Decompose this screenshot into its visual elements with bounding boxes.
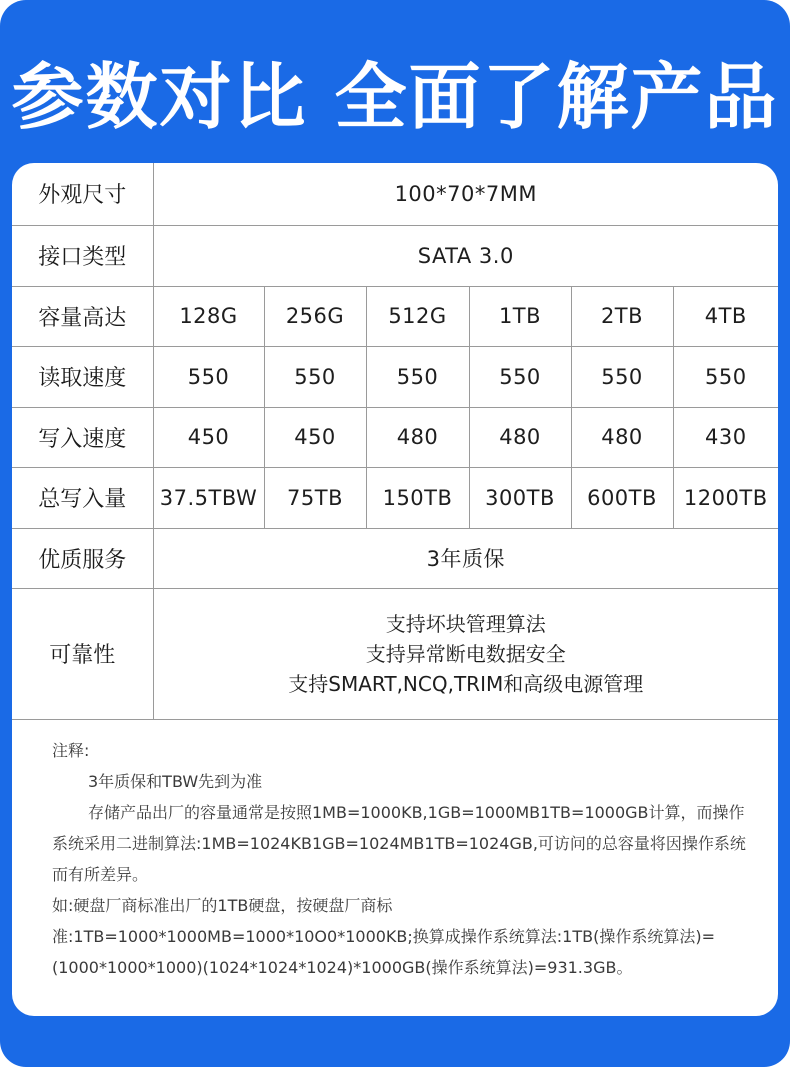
table-cell: 2TB xyxy=(571,286,673,346)
row-label: 容量高达 xyxy=(12,286,153,346)
table-cell: 150TB xyxy=(366,467,469,528)
reliability-line: 支持坏块管理算法 xyxy=(385,611,546,636)
notes xyxy=(52,735,752,983)
table-row xyxy=(12,528,778,588)
table-cell: 550 xyxy=(153,346,264,407)
table-cell: 550 xyxy=(673,346,778,407)
notes-line: 3年质保和TBW先到为准 xyxy=(88,772,263,791)
table-row xyxy=(12,286,778,346)
reliability-line: 支持SMART,NCQ,TRIM和高级电源管理 xyxy=(288,671,644,696)
row-label: 总写入量 xyxy=(12,467,153,528)
table-cell: 480 xyxy=(366,407,469,467)
table-row xyxy=(12,467,778,528)
table-cell: 450 xyxy=(264,407,366,467)
reliability-value xyxy=(153,588,778,719)
spec-table xyxy=(12,163,778,720)
service-value: 3年质保 xyxy=(153,528,778,588)
table-cell: 128G xyxy=(153,286,264,346)
table-cell: 1200TB xyxy=(673,467,778,528)
table-cell: 37.5TBW xyxy=(153,467,264,528)
table-cell: 430 xyxy=(673,407,778,467)
table-cell: 550 xyxy=(469,346,571,407)
row-label: 读取速度 xyxy=(12,346,153,407)
interface-value: SATA 3.0 xyxy=(153,225,778,286)
table-cell: 550 xyxy=(571,346,673,407)
table-cell: 75TB xyxy=(264,467,366,528)
table-cell: 300TB xyxy=(469,467,571,528)
table-row xyxy=(12,407,778,467)
row-label: 外观尺寸 xyxy=(12,163,153,225)
table-cell: 450 xyxy=(153,407,264,467)
table-cell: 1TB xyxy=(469,286,571,346)
notes-paragraph: 存储产品出厂的容量通常是按照1MB=1000KB,1GB=1000MB1TB=1000GB计算，而操作系统采用二进制算法:1MB=1024KB1GB=1024MB1TB=1024GB,可访问的总容量将因操作系统而有所差异。 xyxy=(52,803,746,884)
table-cell: 4TB xyxy=(673,286,778,346)
row-label: 写入速度 xyxy=(12,407,153,467)
table-cell: 550 xyxy=(264,346,366,407)
table-cell: 512G xyxy=(366,286,469,346)
row-label: 可靠性 xyxy=(12,588,153,719)
table-cell: 256G xyxy=(264,286,366,346)
size-value: 100*70*7MM xyxy=(153,163,778,225)
reliability-line: 支持异常断电数据安全 xyxy=(365,641,566,666)
spec-card xyxy=(12,163,778,1016)
table-cell: 480 xyxy=(469,407,571,467)
table-cell: 550 xyxy=(366,346,469,407)
table-row xyxy=(12,225,778,286)
page-title: 参数对比 全面了解产品 xyxy=(11,55,779,139)
table-cell: 480 xyxy=(571,407,673,467)
notes-title: 注释: xyxy=(52,741,90,760)
table-row xyxy=(12,588,778,719)
table-row xyxy=(12,163,778,225)
table-row xyxy=(12,346,778,407)
table-cell: 600TB xyxy=(571,467,673,528)
row-label: 接口类型 xyxy=(12,225,153,286)
row-label: 优质服务 xyxy=(12,528,153,588)
notes-paragraph: 如:硬盘厂商标准出厂的1TB硬盘，按硬盘厂商标准:1TB=1000*1000MB=1000*10O0*1000KB;换算成操作系统算法:1TB(操作系统算法)=(1000*1000*1000)(1024*1024*1024)*1000GB(操作系统算法)=931.3GB。 xyxy=(52,896,715,977)
